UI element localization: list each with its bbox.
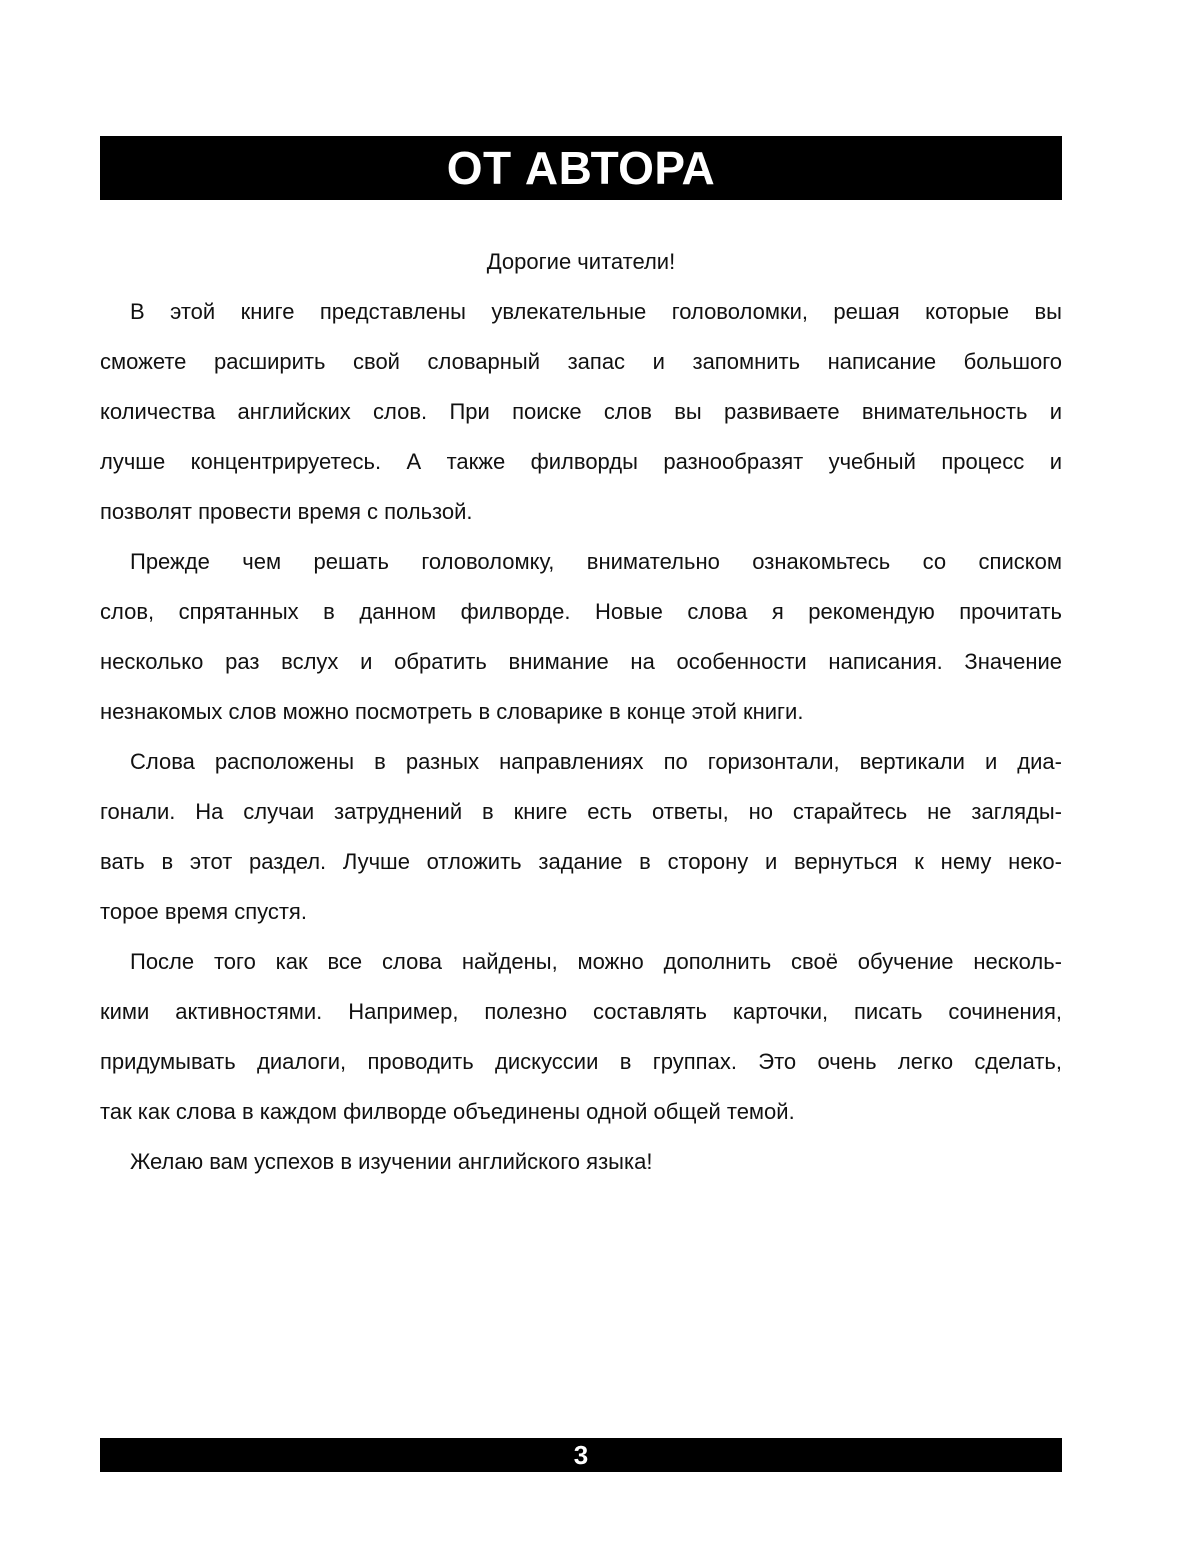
text-line: кими активностями. Например, полезно составлять карточки, писать сочинения, bbox=[100, 999, 1062, 1024]
page-number: 3 bbox=[573, 1439, 589, 1470]
greeting: Дорогие читатели! bbox=[486, 249, 676, 274]
text-line: вать в этот раздел. Лучше отложить задание в сторону и вернуться к нему неко- bbox=[100, 849, 1062, 874]
paragraph bbox=[100, 287, 1062, 537]
paragraph bbox=[100, 537, 1062, 737]
paragraph bbox=[100, 1137, 1062, 1187]
text-line: Прежде чем решать головоломку, внимательно ознакомьтесь со списком bbox=[130, 549, 1062, 574]
text-line: незнакомых слов можно посмотреть в словарике в конце этой книги. bbox=[100, 699, 804, 724]
body-text bbox=[100, 237, 1062, 1187]
footer-bar bbox=[100, 1438, 1062, 1472]
page-title: ОТ АВТОРА bbox=[446, 142, 716, 194]
text-line: количества английских слов. При поиске слов вы развиваете внимательность и bbox=[100, 399, 1062, 424]
text-line: позволят провести время с пользой. bbox=[100, 499, 473, 524]
text-line: Желаю вам успехов в изучении английского языка! bbox=[130, 1149, 653, 1174]
text-line: сможете расширить свой словарный запас и запомнить написание большого bbox=[100, 349, 1062, 374]
text-line: так как слова в каждом филворде объединены одной общей темой. bbox=[100, 1099, 795, 1124]
title-bar bbox=[100, 136, 1062, 200]
text-line: придумывать диалоги, проводить дискуссии в группах. Это очень легко сделать, bbox=[100, 1049, 1062, 1074]
text-line: После того как все слова найдены, можно дополнить своё обучение несколь- bbox=[130, 949, 1062, 974]
text-line: торое время спустя. bbox=[100, 899, 307, 924]
text-line: В этой книге представлены увлекательные головоломки, решая которые вы bbox=[130, 299, 1062, 324]
paragraph bbox=[100, 937, 1062, 1137]
text-line: Слова расположены в разных направлениях по горизонтали, вертикали и диа- bbox=[130, 749, 1062, 774]
text-line: гонали. На случаи затруднений в книге есть ответы, но старайтесь не загляды- bbox=[100, 799, 1062, 824]
text-line: слов, спрятанных в данном филворде. Новые слова я рекомендую прочитать bbox=[100, 599, 1062, 624]
paragraph bbox=[100, 737, 1062, 937]
text-line: лучше концентрируетесь. А также филворды разнообразят учебный процесс и bbox=[100, 449, 1062, 474]
text-line: несколько раз вслух и обратить внимание на особенности написания. Значение bbox=[100, 649, 1062, 674]
paragraphs bbox=[100, 287, 1062, 1187]
